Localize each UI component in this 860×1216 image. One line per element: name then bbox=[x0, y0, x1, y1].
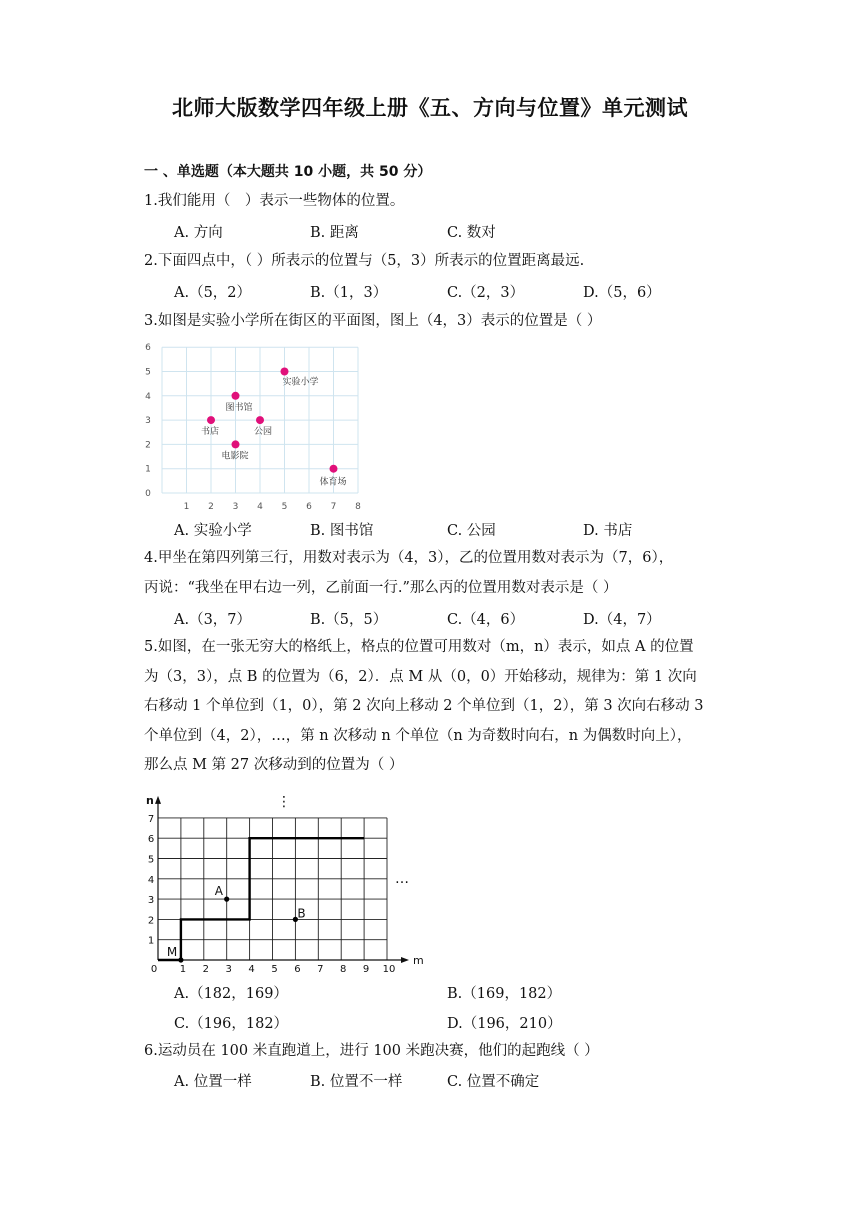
q2-option-a[interactable]: A.（5，2） bbox=[174, 285, 252, 301]
y-tick-label: 1 bbox=[145, 464, 151, 475]
y-tick-label: 0 bbox=[145, 489, 151, 499]
q1-option-c[interactable]: C. 数对 bbox=[447, 225, 496, 241]
q4-option-c[interactable]: C.（4，6） bbox=[447, 612, 525, 628]
q3-option-d[interactable]: D. 书店 bbox=[583, 523, 633, 539]
x-axis-label: m bbox=[413, 954, 424, 967]
q2-option-c[interactable]: C.（2，3） bbox=[447, 285, 525, 301]
question-5-stem-line-3: 右移动 1 个单位到（1，0），第 2 次向上移动 2 个单位到（1，2），第 3 次向右移动 3 bbox=[144, 698, 704, 714]
x-tick-label: 6 bbox=[306, 502, 312, 512]
question-5-stem-line-4: 个单位到（4，2），…，第 n 次移动 n 个单位（n 为奇数时向右，n 为偶数时向上）， bbox=[144, 728, 692, 744]
q5-option-d[interactable]: D.（196，210） bbox=[447, 1016, 562, 1032]
q6-option-a[interactable]: A. 位置一样 bbox=[174, 1074, 252, 1090]
location-point bbox=[256, 416, 264, 424]
y-tick-label: 6 bbox=[147, 834, 155, 846]
question-5-stem-line-2: 为（3，3），点 B 的位置为（6，2）．点 M 从（0，0）开始移动，规律为：第 1 次向 bbox=[144, 669, 697, 685]
point-label: B bbox=[297, 906, 306, 921]
x-tick-label: 3 bbox=[232, 502, 239, 512]
x-tick-label: 1 bbox=[183, 502, 190, 512]
question-1-stem: 1.我们能用（ ）表示一些物体的位置。 bbox=[144, 193, 405, 209]
question-4-stem-line-1: 4.甲坐在第四列第三行，用数对表示为（4，3），乙的位置用数对表示为（7，6）， bbox=[144, 550, 674, 566]
x-tick-label: 8 bbox=[340, 964, 347, 975]
question-5-stem-line-5: 那么点 M 第 27 次移动到的位置为（ ） bbox=[144, 757, 404, 773]
location-label: 书店 bbox=[201, 427, 220, 438]
y-tick-label: 3 bbox=[145, 416, 151, 427]
x-tick-label: 2 bbox=[202, 964, 209, 975]
x-tick-label: 2 bbox=[208, 502, 214, 512]
y-tick-label: 6 bbox=[145, 343, 151, 354]
location-label: 电影院 bbox=[221, 451, 249, 462]
q4-option-a[interactable]: A.（3，7） bbox=[174, 612, 252, 628]
location-label: 公园 bbox=[254, 427, 273, 438]
y-tick-label: 4 bbox=[145, 391, 151, 402]
x-tick-label: 7 bbox=[317, 964, 324, 975]
x-tick-label: 5 bbox=[271, 964, 278, 975]
x-tick-label: 5 bbox=[281, 502, 288, 512]
q5-option-a[interactable]: A.（182，169） bbox=[174, 986, 288, 1002]
y-tick-label: 4 bbox=[147, 874, 155, 886]
q3-option-a[interactable]: A. 实验小学 bbox=[174, 523, 252, 539]
question-2-stem: 2.下面四点中，（ ）所表示的位置与（5，3）所表示的位置距离最远. bbox=[144, 253, 585, 269]
q4-option-d[interactable]: D.（4，7） bbox=[583, 612, 661, 628]
x-tick-label: 3 bbox=[225, 964, 232, 975]
x-tick-label: 4 bbox=[248, 964, 255, 975]
location-label: 图书馆 bbox=[225, 402, 253, 413]
location-point bbox=[330, 465, 338, 473]
question-3-stem: 3.如图是实验小学所在街区的平面图，图上（4，3）表示的位置是（ ） bbox=[144, 313, 602, 329]
question-5-stem-line-1: 5.如图，在一张无穷大的格纸上，格点的位置可用数对（m，n）表示，如点 A 的位置 bbox=[144, 639, 694, 655]
x-tick-label: 7 bbox=[330, 502, 337, 512]
x-tick-label: 0 bbox=[150, 964, 158, 975]
question-6-stem: 6.运动员在 100 米直跑道上，进行 100 米跑决赛，他们的起跑线（ ） bbox=[144, 1043, 599, 1059]
x-axis-arrow bbox=[401, 957, 409, 963]
y-tick-label: 5 bbox=[147, 854, 155, 866]
point-label: A bbox=[214, 884, 223, 899]
grid-path-chart bbox=[140, 782, 440, 978]
q2-option-b[interactable]: B.（1，3） bbox=[310, 285, 388, 301]
location-point bbox=[281, 368, 289, 376]
street-map-chart bbox=[140, 340, 380, 518]
location-label: 实验小学 bbox=[282, 377, 319, 388]
location-point bbox=[232, 392, 240, 400]
y-tick-label: 5 bbox=[145, 367, 151, 378]
q2-option-d[interactable]: D.（5，6） bbox=[583, 285, 661, 301]
q4-option-b[interactable]: B.（5，5） bbox=[310, 612, 388, 628]
x-tick-label: 4 bbox=[257, 502, 263, 512]
y-tick-label: 7 bbox=[147, 813, 155, 825]
q6-option-b[interactable]: B. 位置不一样 bbox=[310, 1074, 403, 1090]
x-tick-label: 9 bbox=[362, 964, 370, 975]
q1-option-a[interactable]: A. 方向 bbox=[174, 225, 223, 241]
point-marker bbox=[178, 957, 183, 962]
point-marker bbox=[224, 897, 229, 902]
q5-option-b[interactable]: B.（169，182） bbox=[447, 986, 562, 1002]
q3-option-c[interactable]: C. 公园 bbox=[447, 523, 496, 539]
y-axis-label: n bbox=[146, 793, 154, 807]
y-axis-arrow bbox=[155, 796, 161, 804]
q1-option-b[interactable]: B. 距离 bbox=[310, 225, 359, 241]
section-heading: 一 、单选题（本大题共 10 小题，共 50 分） bbox=[144, 164, 432, 180]
q6-option-c[interactable]: C. 位置不确定 bbox=[447, 1074, 540, 1090]
x-tick-label: 1 bbox=[179, 964, 187, 975]
y-tick-label: 2 bbox=[145, 440, 151, 451]
point-label: M bbox=[166, 945, 178, 959]
y-tick-label: 3 bbox=[147, 895, 155, 907]
ellipsis-right: … bbox=[395, 870, 409, 887]
location-point bbox=[232, 440, 240, 448]
page-title: 北师大版数学四年级上册《五、方向与位置》单元测试 bbox=[172, 96, 688, 120]
location-point bbox=[207, 416, 215, 424]
q5-option-c[interactable]: C.（196，182） bbox=[174, 1016, 289, 1032]
x-tick-label: 8 bbox=[355, 502, 361, 512]
y-tick-label: 1 bbox=[147, 935, 155, 947]
x-tick-label: 10 bbox=[382, 964, 396, 975]
x-tick-label: 6 bbox=[294, 964, 301, 975]
ellipsis-top: ⋮ bbox=[276, 794, 291, 810]
y-tick-label: 2 bbox=[147, 915, 155, 927]
q3-option-b[interactable]: B. 图书馆 bbox=[310, 523, 374, 539]
question-4-stem-line-2: 丙说：“我坐在甲右边一列，乙前面一行.”那么丙的位置用数对表示是（ ） bbox=[144, 580, 618, 596]
location-label: 体育场 bbox=[319, 477, 347, 488]
